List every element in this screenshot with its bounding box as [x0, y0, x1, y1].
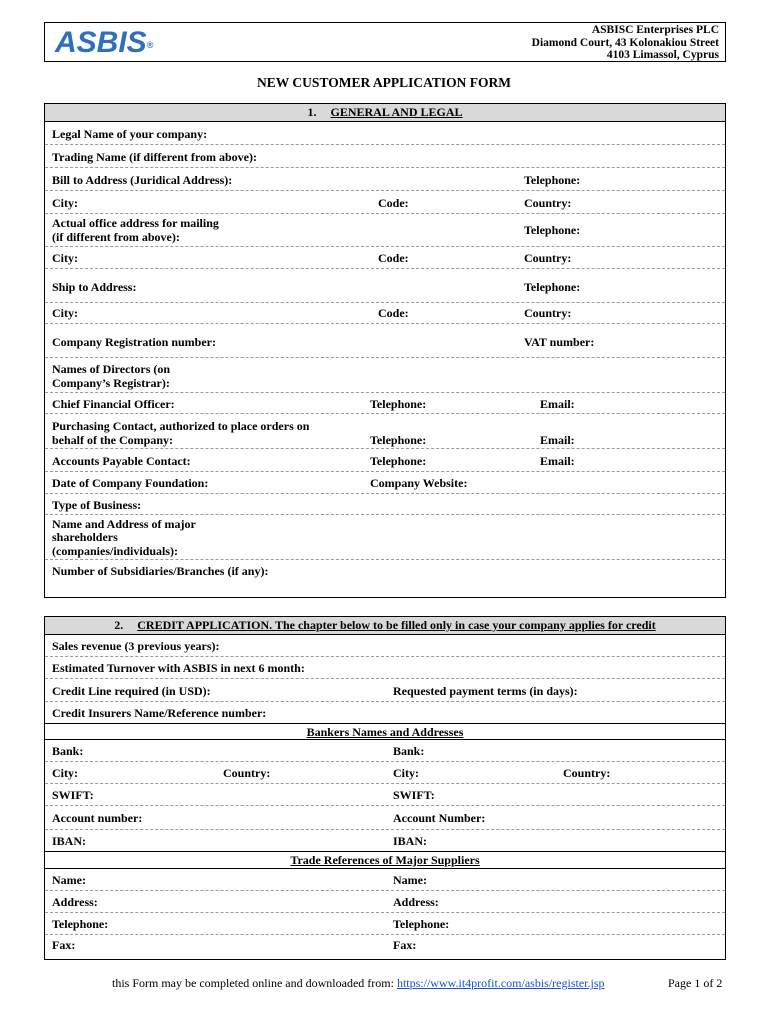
- section-credit-application: [44, 616, 726, 960]
- credit-insurers-field[interactable]: Credit Insurers Name/Reference number:: [45, 702, 725, 724]
- shareholders-field[interactable]: Name and Address of major shareholders (companies/individuals):: [45, 515, 725, 560]
- trade-references-heading: Trade References of Major Suppliers: [45, 852, 725, 869]
- business-type-field[interactable]: Type of Business:: [45, 494, 725, 515]
- bill-to-row[interactable]: Bill to Address (Juridical Address): Telephone:: [45, 168, 725, 191]
- turnover-field[interactable]: Estimated Turnover with ASBIS in next 6 month:: [45, 657, 725, 679]
- trading-name-field[interactable]: Trading Name (if different from above):: [45, 145, 725, 168]
- registration-row[interactable]: Company Registration number: VAT number:: [45, 324, 725, 358]
- bankers-heading: Bankers Names and Addresses: [45, 724, 725, 740]
- ship-to-row[interactable]: Ship to Address: Telephone:: [45, 269, 725, 303]
- supplier-address-row[interactable]: Address: Address:: [45, 891, 725, 913]
- section-general-legal: [44, 103, 726, 598]
- supplier-name-row[interactable]: Name: Name:: [45, 869, 725, 891]
- purchasing-contact-row[interactable]: Purchasing Contact, authorized to place orders on behalf of the Company: Telephone: Email:: [45, 414, 725, 449]
- sales-revenue-field[interactable]: Sales revenue (3 previous years):: [45, 635, 725, 657]
- company-name: ASBISC Enterprises PLC: [591, 24, 719, 36]
- company-city: 4103 Limassol, Cyprus: [606, 49, 719, 62]
- form-title: NEW CUSTOMER APPLICATION FORM: [257, 75, 511, 90]
- section-2-heading: 2. CREDIT APPLICATION. The chapter below to be filled only in case your company applies for credit: [45, 617, 725, 635]
- company-street: Diamond Court, 43 Kolonakiou Street: [531, 36, 719, 49]
- page-number: Page 1 of 2: [668, 976, 723, 990]
- company-address: [532, 24, 719, 62]
- supplier-fax-row[interactable]: Fax: Fax:: [52, 938, 417, 952]
- legal-name-field[interactable]: Legal Name of your company:: [45, 122, 725, 145]
- register-link[interactable]: https://www.it4profit.com/asbis/register.jsp: [396, 976, 605, 990]
- bank-city-row[interactable]: City: Country: City: Country:: [45, 762, 725, 784]
- foundation-row[interactable]: Date of Company Foundation: Company Website:: [45, 472, 725, 494]
- actual-office-row[interactable]: Actual office address for mailing (if different from above): Telephone:: [45, 214, 725, 247]
- footer-note: [112, 976, 605, 991]
- cfo-row[interactable]: Chief Financial Officer: Telephone: Email:: [45, 393, 725, 414]
- subsidiaries-field[interactable]: Number of Subsidiaries/Branches (if any):: [52, 564, 269, 578]
- supplier-telephone-row[interactable]: Telephone: Telephone:: [45, 913, 725, 935]
- asbis-logo: ASBIS®: [55, 26, 154, 59]
- section-1-heading: 1. GENERAL AND LEGAL: [45, 104, 725, 122]
- swift-row[interactable]: SWIFT: SWIFT:: [45, 784, 725, 806]
- bank-row[interactable]: Bank: Bank:: [45, 740, 725, 762]
- letterhead: [44, 22, 726, 62]
- office-city-row[interactable]: City: Code: Country:: [45, 247, 725, 269]
- directors-field[interactable]: Names of Directors (on Company’s Registrar):: [45, 358, 725, 393]
- iban-row[interactable]: IBAN: IBAN:: [45, 830, 725, 852]
- account-number-row[interactable]: Account number: Account Number:: [45, 806, 725, 830]
- credit-line-row[interactable]: Credit Line required (in USD): Requested payment terms (in days):: [45, 679, 725, 702]
- ship-city-row[interactable]: City: Code: Country:: [45, 303, 725, 324]
- bill-city-row[interactable]: City: Code: Country:: [45, 191, 725, 214]
- accounts-payable-row[interactable]: Accounts Payable Contact: Telephone: Email:: [45, 449, 725, 472]
- footer-text: this Form may be completed online and downloaded from:: [112, 976, 397, 990]
